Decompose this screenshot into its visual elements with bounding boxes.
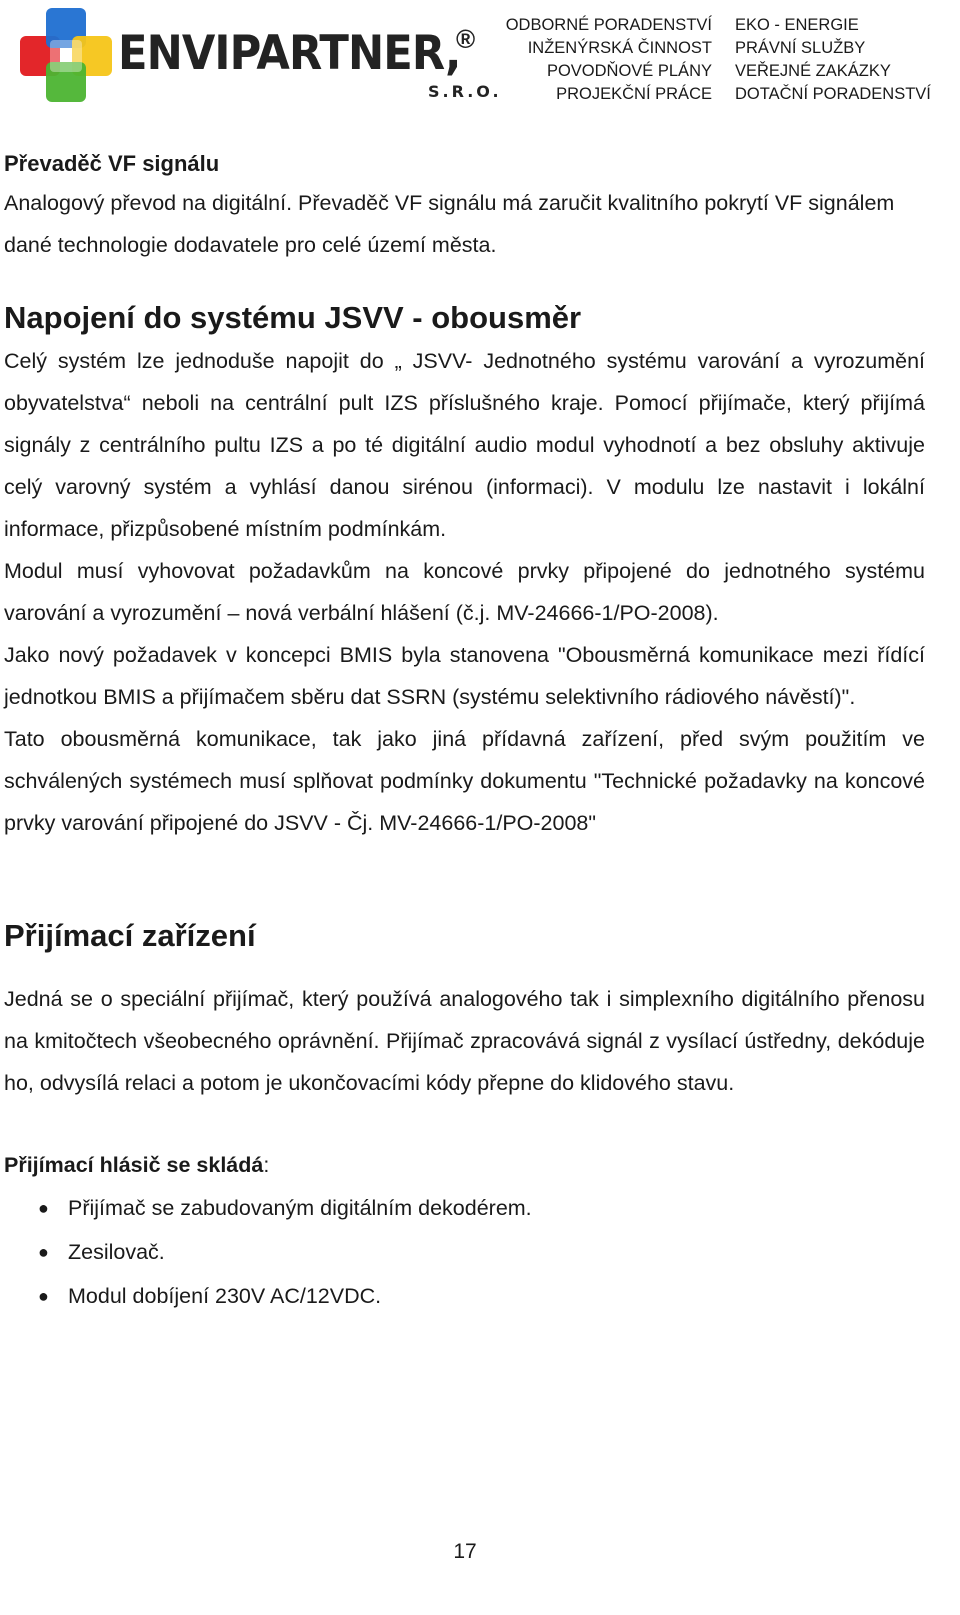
document-body (4, 146, 925, 1318)
page-header (0, 0, 960, 110)
service-item: INŽENÝRSKÁ ČINNOST (527, 39, 712, 57)
registered-mark: ® (456, 24, 476, 54)
section-heading-jsvv: Napojení do systému JSVV - obousměr (4, 300, 582, 335)
paragraph-jsvv-1: Celý systém lze jednoduše napojit do „ JSVV- Jednotného systému varování a vyrozumění obyvatelstva“ neboli na centrální pult IZS příslušného kraje. Pomocí přijímače, který přijímá signály z centrálního pultu IZS a po té digitální audio modul vyhodnotí a bez obsluhy aktivuje celý varovný systém a vyhlásí danou sirénou (informaci). V modulu lze nastavit i lokální informace, přizpůsobené místním podmínkám. (4, 349, 925, 541)
bullet-icon: ● (38, 1286, 49, 1306)
list-item: ● Přijímač se zabudovaným digitálním dekodérem. (4, 1186, 925, 1230)
paragraph-jsvv-4: Tato obousměrná komunikace, tak jako jiná přídavná zařízení, před svým použitím ve schválených systémech musí splňovat podmínky dokumentu "Technické požadavky na koncové prvky varování připojené do JSVV - Čj. MV-24666-1/PO-2008" (4, 727, 925, 835)
bullet-icon: ● (38, 1198, 49, 1218)
service-item: EKO - ENERGIE (735, 16, 859, 34)
paragraph-jsvv-2: Modul musí vyhovovat požadavkům na koncové prvky připojené do jednotného systému varování a vyrozumění – nová verbální hlášení (č.j. MV-24666-1/PO-2008). (4, 559, 925, 625)
composition-list (4, 1186, 925, 1318)
list-item: ● Modul dobíjení 230V AC/12VDC. (4, 1274, 925, 1318)
service-item: PROJEKČNÍ PRÁCE (556, 85, 712, 103)
logo-cubes-icon (16, 6, 116, 106)
services-list-left (506, 14, 712, 106)
section-heading-prevadec: Převaděč VF signálu (4, 151, 220, 176)
service-item: PRÁVNÍ SLUŽBY (735, 39, 866, 57)
paragraph-prijimaci: Jedná se o speciální přijímač, který používá analogového tak i simplexního digitálního přenosu na kmitočtech všeobecného oprávnění. Přijímač zpracovává signál z vysílací ústředny, dekóduje ho, odvysílá relaci a potom je ukončovacími kódy přepne do klidového stavu. (4, 987, 925, 1095)
envipartner-logo (16, 6, 502, 106)
composition-label: Přijímací hlásič se skládá: (4, 1153, 270, 1177)
service-item: DOTAČNÍ PORADENSTVÍ (735, 85, 931, 103)
service-item: POVODŇOVÉ PLÁNY (546, 62, 712, 80)
list-item: ● Zesilovač. (4, 1230, 925, 1274)
paragraph-jsvv-3: Jako nový požadavek v koncepci BMIS byla stanovena "Obousměrná komunikace mezi řídící jednotkou BMIS a přijímačem sběru dat SSRN (systému selektivního rádiového návěstí)". (4, 643, 925, 709)
section-heading-prijimaci: Přijímací zařízení (4, 918, 256, 953)
service-item: ODBORNÉ PORADENSTVÍ (505, 16, 712, 34)
paragraph-prevadec: Analogový převod na digitální. Převaděč VF signálu má zaručit kvalitního pokrytí VF signálem dané technologie dodavatele pro celé území města. (4, 191, 895, 257)
logo-legal-form: S.R.O. (428, 82, 502, 101)
services-list-right (735, 14, 931, 106)
page-number: 17 (453, 1540, 477, 1563)
bullet-icon: ● (38, 1242, 49, 1262)
service-item: VEŘEJNÉ ZAKÁZKY (735, 62, 891, 80)
logo-wordmark: ENVIPARTNER, (118, 26, 461, 81)
